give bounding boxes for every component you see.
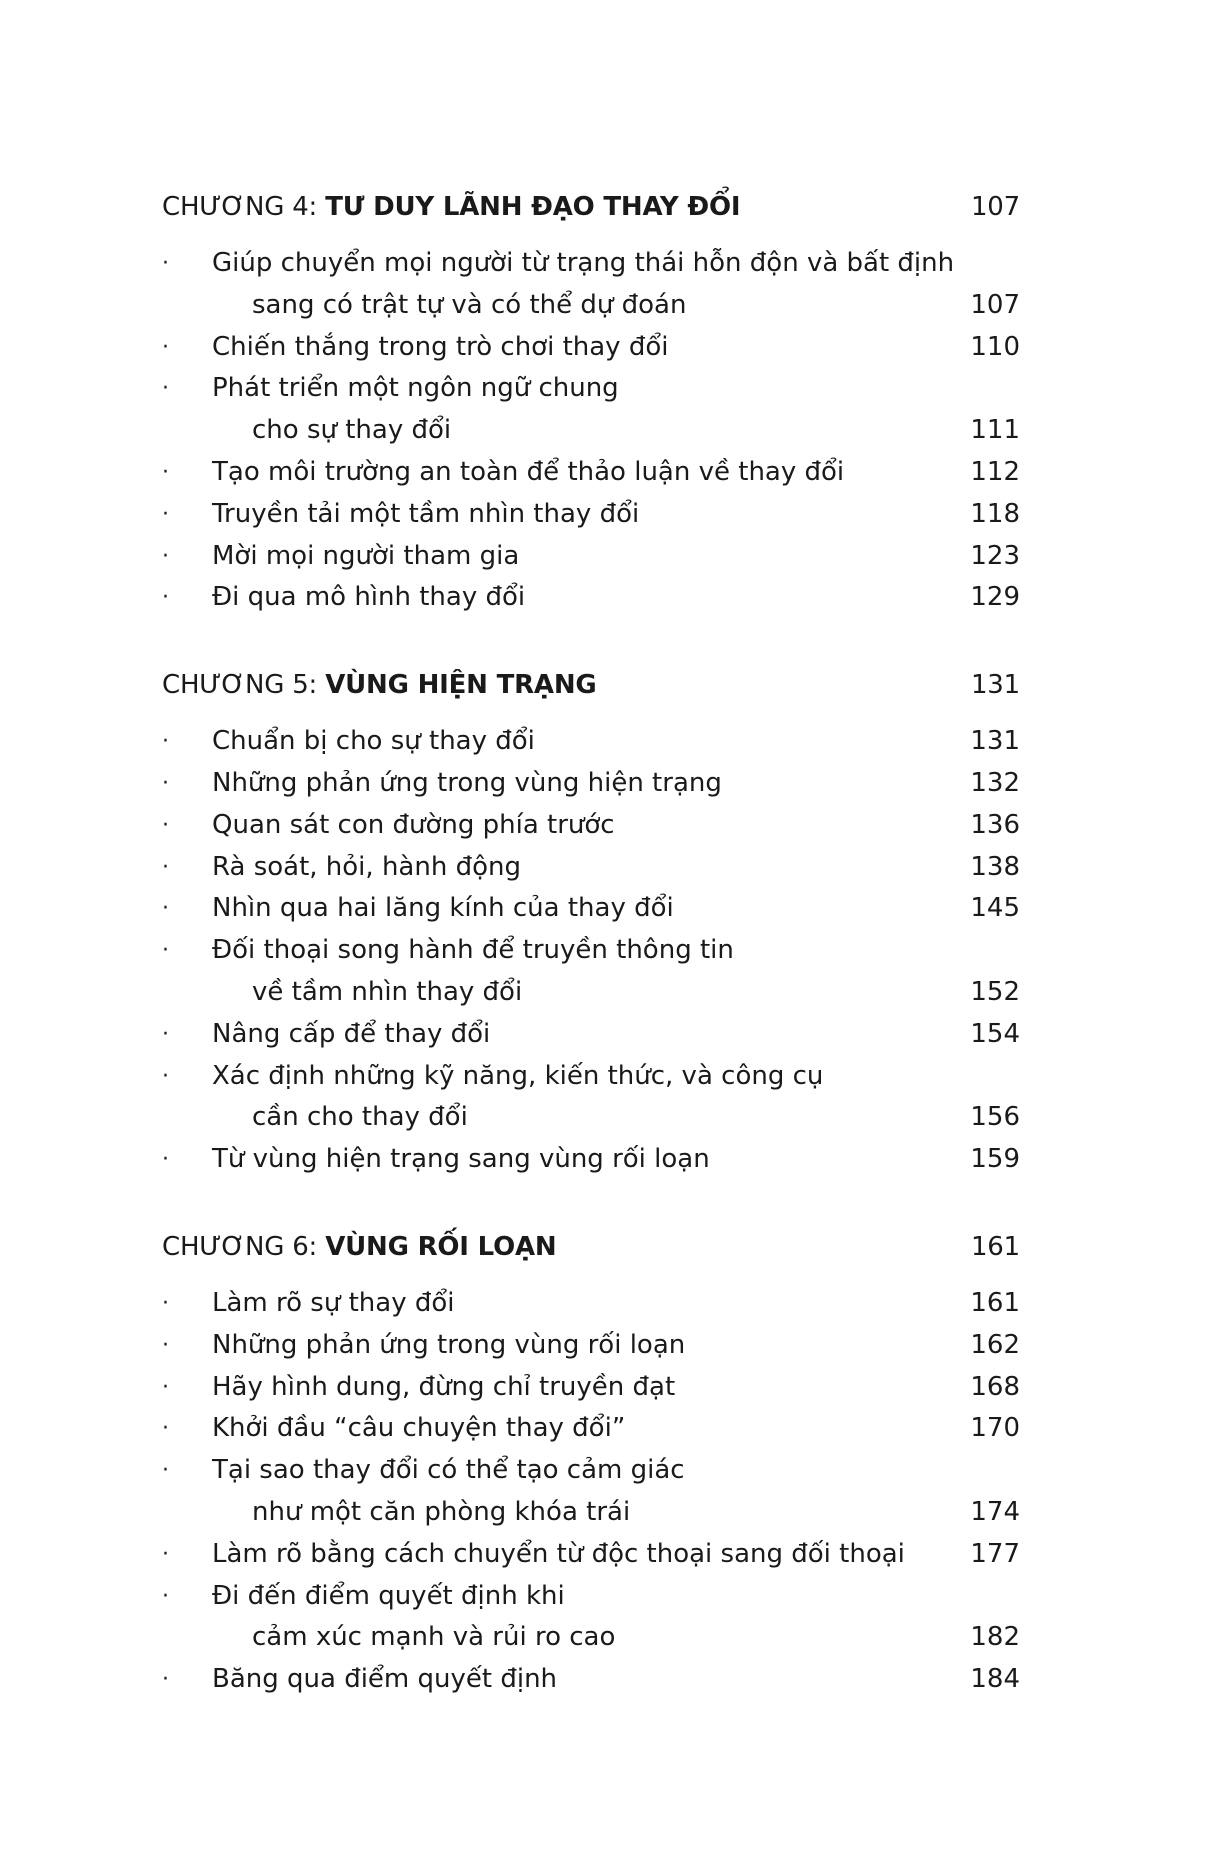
entry-page-number: 129 <box>970 582 1020 613</box>
bullet-icon: · <box>162 1583 169 1609</box>
entry-title: Chiến thắng trong trò chơi thay đổi <box>212 331 669 362</box>
bullet-icon: · <box>162 1374 169 1400</box>
entry-title: Xác định những kỹ năng, kiến thức, và công cụ <box>212 1060 824 1091</box>
entry-list <box>162 721 1020 1181</box>
toc-entry <box>162 1534 1020 1576</box>
toc-entry <box>162 368 1020 452</box>
entry-title: Tại sao thay đổi có thể tạo cảm giác <box>212 1455 685 1486</box>
chapter-page-number: 161 <box>970 1231 1020 1262</box>
entry-title: Đi đến điểm quyết định khi <box>212 1580 565 1611</box>
bullet-icon: · <box>162 543 169 569</box>
entry-title: Đi qua mô hình thay đổi <box>212 582 526 613</box>
entry-title: Giúp chuyển mọi người từ trạng thái hỗn độn và bất định <box>212 248 955 278</box>
toc-entry <box>162 1367 1020 1409</box>
entry-page-number: 184 <box>970 1664 1020 1695</box>
toc-entry <box>162 930 1020 1014</box>
entry-title: Rà soát, hỏi, hành động <box>212 851 521 882</box>
toc-entry <box>162 577 1020 619</box>
entry-title-continued: sang có trật tự và có thể dự đoán <box>252 289 687 320</box>
entry-page-number: 111 <box>970 415 1020 446</box>
bullet-icon: · <box>162 729 169 755</box>
toc-entry <box>162 1139 1020 1181</box>
chapter-section <box>162 664 1020 1181</box>
entry-list <box>162 1283 1020 1701</box>
bullet-icon: · <box>162 854 169 880</box>
chapter-header <box>162 664 1020 706</box>
bullet-icon: · <box>162 770 169 796</box>
chapter-header <box>162 1226 1020 1268</box>
entry-page-number: 110 <box>970 331 1020 362</box>
bullet-icon: · <box>162 1332 169 1358</box>
bullet-icon: · <box>162 1290 169 1316</box>
bullet-icon: · <box>162 585 169 611</box>
entry-title: Quan sát con đường phía trước <box>212 809 615 840</box>
entry-title: Mời mọi người tham gia <box>212 540 520 571</box>
bullet-icon: · <box>162 812 169 838</box>
toc-entry <box>162 536 1020 578</box>
entry-title-continued: cảm xúc mạnh và rủi ro cao <box>252 1622 616 1653</box>
entry-page-number: 112 <box>970 456 1020 487</box>
entry-page-number: 170 <box>970 1413 1020 1444</box>
entry-page-number: 154 <box>970 1018 1020 1049</box>
entry-page-number: 156 <box>970 1102 1020 1133</box>
bullet-icon: · <box>162 501 169 527</box>
entry-page-number: 107 <box>970 289 1020 320</box>
entry-page-number: 177 <box>970 1538 1020 1569</box>
entry-title: Những phản ứng trong vùng rối loạn <box>212 1329 686 1360</box>
toc-entry <box>162 494 1020 536</box>
chapter-header <box>162 186 1020 228</box>
entry-page-number: 168 <box>970 1371 1020 1402</box>
toc-entry <box>162 1014 1020 1056</box>
chapter-title: TƯ DUY LÃNH ĐẠO THAY ĐỔI <box>325 192 741 222</box>
chapter-label: CHƯƠNG 4: <box>162 192 326 222</box>
toc-entry <box>162 327 1020 369</box>
bullet-icon: · <box>162 1541 169 1567</box>
entry-title: Truyền tải một tầm nhìn thay đổi <box>212 498 640 529</box>
chapter-label: CHƯƠNG 6: <box>162 1231 326 1262</box>
bullet-icon: · <box>162 251 169 276</box>
toc-entry <box>162 1056 1020 1140</box>
entry-page-number: 174 <box>970 1496 1020 1527</box>
entry-title-continued: như một căn phòng khóa trái <box>252 1496 631 1527</box>
entry-page-number: 138 <box>970 851 1020 882</box>
entry-title: Nâng cấp để thay đổi <box>212 1018 491 1049</box>
entry-page-number: 161 <box>970 1287 1020 1318</box>
chapter-heading <box>162 664 597 706</box>
entry-page-number: 159 <box>970 1144 1020 1175</box>
bullet-icon: · <box>162 459 169 485</box>
entry-page-number: 118 <box>970 498 1020 529</box>
bullet-icon: · <box>162 938 169 964</box>
entry-title: Phát triển một ngôn ngữ chung <box>212 373 619 404</box>
toc-entry <box>162 1325 1020 1367</box>
entry-title: Đối thoại song hành để truyền thông tin <box>212 935 734 966</box>
toc-entry <box>162 805 1020 847</box>
toc-entry <box>162 847 1020 889</box>
toc-entry <box>162 888 1020 930</box>
entry-title: Những phản ứng trong vùng hiện trạng <box>212 767 722 798</box>
chapter-heading <box>162 1226 556 1268</box>
bullet-icon: · <box>162 1416 169 1442</box>
table-of-contents <box>162 186 1020 1746</box>
entry-title: Hãy hình dung, đừng chỉ truyền đạt <box>212 1371 676 1402</box>
chapter-page-number: 131 <box>970 670 1020 701</box>
entry-page-number: 136 <box>970 809 1020 840</box>
toc-entry <box>162 1450 1020 1534</box>
bullet-icon: · <box>162 896 169 922</box>
bullet-icon: · <box>162 1147 169 1173</box>
entry-title: Băng qua điểm quyết định <box>212 1664 558 1695</box>
toc-entry <box>162 452 1020 494</box>
toc-entry <box>162 1659 1020 1701</box>
toc-entry <box>162 721 1020 763</box>
chapter-label: CHƯƠNG 5: <box>162 670 326 701</box>
entry-page-number: 123 <box>970 540 1020 571</box>
toc-entry <box>162 1408 1020 1450</box>
entry-title-continued: cho sự thay đổi <box>252 415 452 446</box>
chapter-title: VÙNG HIỆN TRẠNG <box>325 670 597 701</box>
bullet-icon: · <box>162 334 169 360</box>
chapter-section <box>162 186 1020 619</box>
entry-page-number: 131 <box>970 726 1020 757</box>
chapter-section <box>162 1226 1020 1701</box>
chapter-title: VÙNG RỐI LOẠN <box>325 1231 557 1262</box>
entry-page-number: 152 <box>970 976 1020 1007</box>
entry-title: Từ vùng hiện trạng sang vùng rối loạn <box>212 1144 710 1175</box>
toc-entry <box>162 243 1020 327</box>
entry-title: Khởi đầu “câu chuyện thay đổi” <box>212 1413 626 1444</box>
entry-title: Tạo môi trường an toàn để thảo luận về thay đổi <box>212 456 845 487</box>
entry-page-number: 132 <box>970 767 1020 798</box>
bullet-icon: · <box>162 376 169 402</box>
chapter-heading <box>162 186 740 228</box>
bullet-icon: · <box>162 1021 169 1047</box>
bullet-icon: · <box>162 1458 169 1484</box>
bullet-icon: · <box>162 1667 169 1693</box>
entry-page-number: 162 <box>970 1329 1020 1360</box>
toc-entry <box>162 1283 1020 1325</box>
entry-title-continued: cần cho thay đổi <box>252 1102 468 1133</box>
entry-title: Làm rõ sự thay đổi <box>212 1287 455 1318</box>
toc-entry <box>162 1576 1020 1660</box>
entry-page-number: 182 <box>970 1622 1020 1653</box>
chapter-page-number: 107 <box>970 192 1020 222</box>
entry-title: Nhìn qua hai lăng kính của thay đổi <box>212 893 674 924</box>
bullet-icon: · <box>162 1063 169 1089</box>
entry-list <box>162 243 1020 619</box>
entry-title: Chuẩn bị cho sự thay đổi <box>212 726 535 757</box>
entry-title-continued: về tầm nhìn thay đổi <box>252 976 523 1007</box>
toc-entry <box>162 763 1020 805</box>
entry-page-number: 145 <box>970 893 1020 924</box>
entry-title: Làm rõ bằng cách chuyển từ độc thoại sang đối thoại <box>212 1538 905 1569</box>
